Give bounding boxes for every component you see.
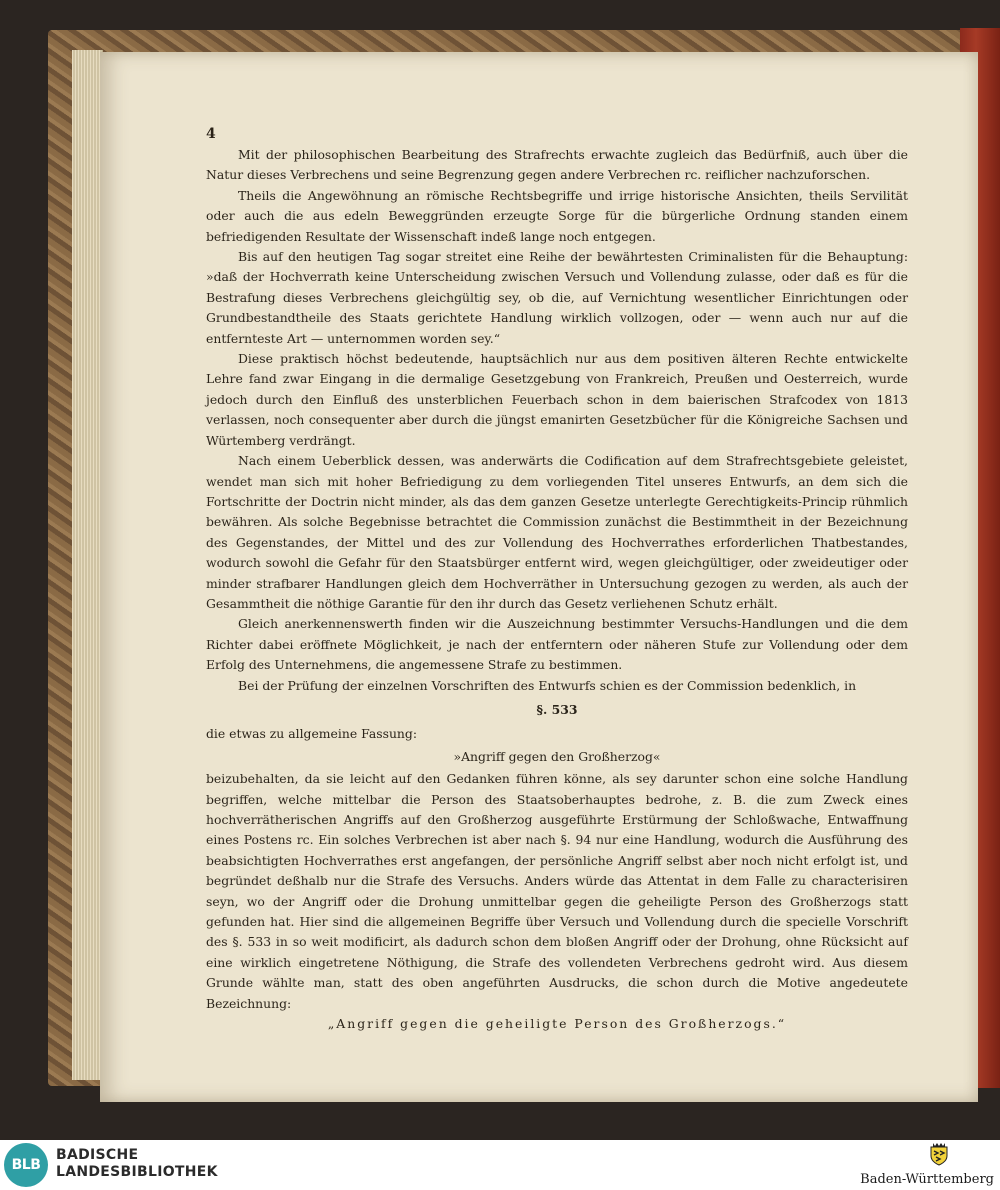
paragraph-1: Mit der philosophischen Bearbeitung des Strafrechts erwachte zugleich das Bedürfniß, auch über die Natur dieses Verbrechens und seine Begrenzung gegen andere Verbrechen rc. reiflicher nachzuforschen. bbox=[206, 147, 908, 183]
page-text bbox=[206, 145, 908, 1034]
paragraph-4: Diese praktisch höchst bedeutende, hauptsächlich nur aus dem positiven älteren Rechte entwickelte Lehre fand zwar Eingang in die dermalige Gesetzgebung von Frankreich, Preußen und Oesterreich, wurde jedoch durch den Einfluß des unsterblichen Feuerbach schon in dem baierischen Strafcodex von 1813 verlassen, noch consequenter aber durch die jüngst emanirten Gesetzbücher für die Königreiche Sachsen und Würtemberg verdrängt. bbox=[206, 351, 908, 448]
state-name[interactable]: Baden-Württemberg bbox=[860, 1172, 994, 1187]
library-name-line1: BADISCHE bbox=[56, 1147, 139, 1163]
library-name-line2: LANDESBIBLIOTHEK bbox=[56, 1164, 218, 1180]
paragraph-3: Bis auf den heutigen Tag sogar streitet eine Reihe der bewährtesten Criminalisten für die Behauptung: »daß der Hochverrath keine Unterscheidung zwischen Versuch und Vollendung zulasse, oder daß es für die Bestrafung dieses Verbrechens gleichgültig sey, ob die, auf Vernichtung wesentlicher Einrichtungen oder Grundbestandtheile des Staats gerichtete Handlung wirklich vollzogen, oder — wenn auch nur auf die entfernteste Art — unternommen worden sey.“ bbox=[206, 249, 908, 346]
quote-2: „Angriff gegen die geheiligte Person des Großherzogs.“ bbox=[327, 1016, 787, 1032]
library-name[interactable] bbox=[56, 1147, 218, 1181]
quote-1: »Angriff gegen den Großherzog« bbox=[453, 748, 661, 764]
page-number: 4 bbox=[206, 126, 216, 142]
paragraph-7: Bei der Prüfung der einzelnen Vorschriften des Entwurfs schien es der Commission bedenklich, in bbox=[238, 677, 857, 693]
section-heading: §. 533 bbox=[536, 701, 578, 717]
paragraph-6: Gleich anerkennenswerth finden wir die Auszeichnung bestimmter Versuchs-Handlungen und die dem Richter dabei eröffnete Möglichkeit, je nach der entferntern oder näheren Stufe zur Vollendung oder dem Erfolg des Unternehmens, die angemessene Strafe zu bestimmen. bbox=[206, 616, 908, 673]
section-intro: die etwas zu allgemeine Fassung: bbox=[206, 726, 418, 742]
paragraph-5: Nach einem Ueberblick dessen, was anderwärts die Codification auf dem Strafrechtsgebiete geleistet, wendet man sich mit hoher Befriedigung zu dem vorliegenden Titel unseres Entwurfs, an dem sich die Fortschritte der Doctrin nicht minder, als das dem ganzen Gesetze unterlegte Gerechtigkeits-Princip rühmlich bewähren. Als solche Begebnisse betrachtet die Commission zunächst die Bestimmtheit in der Bezeichnung des Gegenstandes, der Mittel und des zur Vollendung des Hochverrathes erforderlichen Thatbestandes, wodurch sowohl die Gefahr für den Staatsbürger entfernt wird, wegen gleichgültiger, oder zweideutiger oder minder strafbarer Handlungen gleich dem Hochverräther in Untersuchung gezogen zu werden, als auch der Gesammtheit die nöthige Garantie für den ihr durch das Gesetz verliehenen Schutz erhält. bbox=[206, 453, 908, 611]
coat-of-arms-icon bbox=[928, 1141, 950, 1167]
long-paragraph: beizubehalten, da sie leicht auf den Gedanken führen könne, als sey darunter schon eine solche Handlung begriffen, welche mittelbar die Person des Staatsoberhauptes bedrohe, z. B. die zum Zweck eines hochverrätherischen Angriffs auf den Großherzog ausgeführte Erstürmung der Schloßwache, Entwaffnung eines Postens rc. Ein solches Verbrechen ist aber nach §. 94 nur eine Handlung, wodurch die Ausführung des beabsichtigten Hochverrathes erst angefangen, der persönliche Angriff selbst aber noch nicht erfolgt ist, und begründet deßhalb nur die Strafe des Versuchs. Anders würde das Attentat in dem Falle zu characterisiren seyn, wo der Angriff oder die Drohung unmittelbar gegen die geheiligte Person des Großherzogs statt gefunden hat. Hier sind die allgemeinen Begriffe über Versuch und Vollendung durch die specielle Vorschrift des §. 533 in so weit modificirt, als dadurch schon dem bloßen Angriff oder der Drohung, ohne Rücksicht auf eine wirklich eingetretene Nöthigung, die Strafe des vollendeten Verbrechens gedroht wird. Aus diesem Grunde wählte man, statt des oben angeführten Ausdrucks, die schon durch die Motive angedeutete Bezeichnung: bbox=[206, 771, 908, 1011]
paragraph-2: Theils die Angewöhnung an römische Rechtsbegriffe und irrige historische Ansichten, theils Servilität oder auch die aus edeln Beweggründen erzeugte Sorge für die bürgerliche Ordnung standen einem befriedigenden Resultate der Wissenschaft indeß lange noch entgegen. bbox=[206, 187, 908, 244]
blb-logo[interactable]: BLB bbox=[4, 1143, 48, 1187]
page-edges bbox=[72, 50, 103, 1080]
